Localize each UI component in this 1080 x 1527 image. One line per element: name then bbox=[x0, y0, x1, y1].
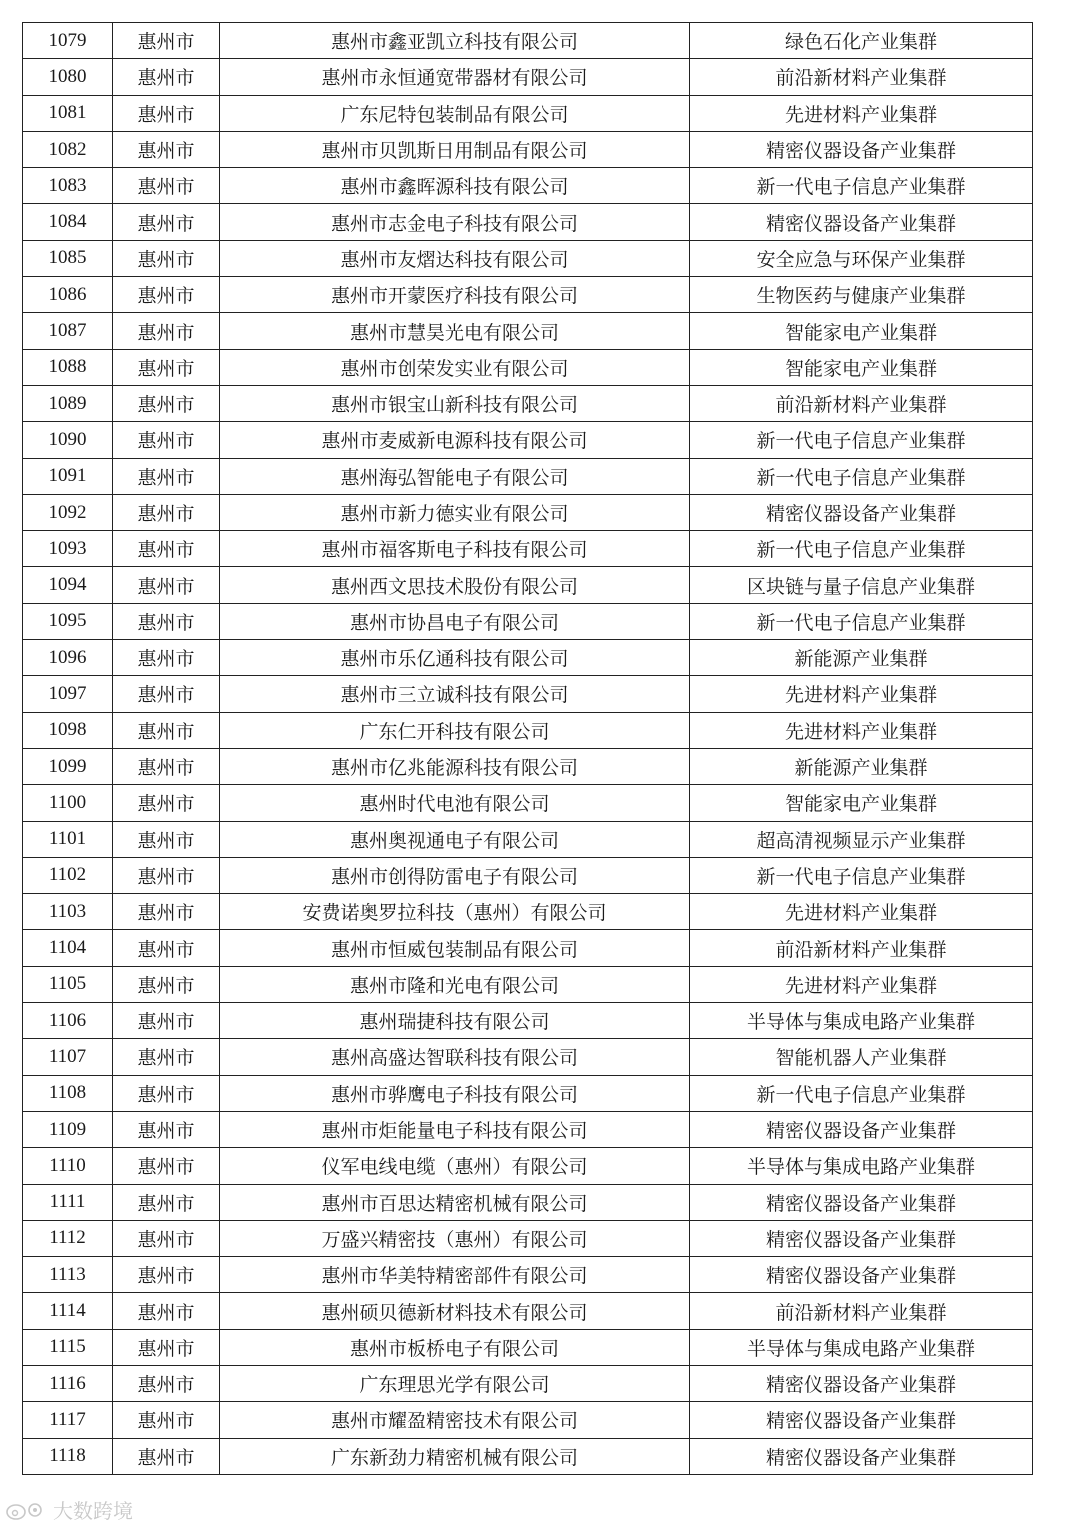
row-number: 1118 bbox=[23, 1438, 113, 1474]
table-row bbox=[23, 930, 1033, 966]
row-number: 1107 bbox=[23, 1039, 113, 1075]
row-city: 惠州市 bbox=[113, 1438, 220, 1474]
table-row bbox=[23, 168, 1033, 204]
row-company-name: 惠州市创得防雷电子有限公司 bbox=[220, 857, 690, 893]
row-number: 1095 bbox=[23, 603, 113, 639]
table-row bbox=[23, 894, 1033, 930]
table-row bbox=[23, 603, 1033, 639]
row-city: 惠州市 bbox=[113, 1220, 220, 1256]
row-company-name: 惠州市乐亿通科技有限公司 bbox=[220, 640, 690, 676]
table-row bbox=[23, 1293, 1033, 1329]
row-city: 惠州市 bbox=[113, 1111, 220, 1147]
row-number: 1094 bbox=[23, 567, 113, 603]
table-row bbox=[23, 531, 1033, 567]
row-company-name: 惠州市华美特精密部件有限公司 bbox=[220, 1257, 690, 1293]
table-row bbox=[23, 1402, 1033, 1438]
row-number: 1098 bbox=[23, 712, 113, 748]
row-industry-cluster: 超高清视频显示产业集群 bbox=[690, 821, 1033, 857]
row-industry-cluster: 精密仪器设备产业集群 bbox=[690, 1184, 1033, 1220]
row-number: 1106 bbox=[23, 1003, 113, 1039]
row-number: 1087 bbox=[23, 313, 113, 349]
row-city: 惠州市 bbox=[113, 1039, 220, 1075]
table-row bbox=[23, 313, 1033, 349]
row-number: 1105 bbox=[23, 966, 113, 1002]
watermark-text: 大数跨境 bbox=[53, 1499, 133, 1523]
table-row bbox=[23, 95, 1033, 131]
row-city: 惠州市 bbox=[113, 966, 220, 1002]
row-company-name: 惠州市永恒通宽带器材有限公司 bbox=[220, 59, 690, 95]
row-industry-cluster: 精密仪器设备产业集群 bbox=[690, 1220, 1033, 1256]
row-industry-cluster: 精密仪器设备产业集群 bbox=[690, 1402, 1033, 1438]
table-row bbox=[23, 857, 1033, 893]
table-row bbox=[23, 240, 1033, 276]
row-company-name: 惠州时代电池有限公司 bbox=[220, 785, 690, 821]
row-number: 1091 bbox=[23, 458, 113, 494]
row-company-name: 安费诺奥罗拉科技（惠州）有限公司 bbox=[220, 894, 690, 930]
row-company-name: 惠州市创荣发实业有限公司 bbox=[220, 349, 690, 385]
table-row bbox=[23, 277, 1033, 313]
row-company-name: 广东新劲力精密机械有限公司 bbox=[220, 1438, 690, 1474]
row-industry-cluster: 智能家电产业集群 bbox=[690, 313, 1033, 349]
row-industry-cluster: 新能源产业集群 bbox=[690, 640, 1033, 676]
table-row bbox=[23, 676, 1033, 712]
table-row bbox=[23, 1438, 1033, 1474]
row-industry-cluster: 智能家电产业集群 bbox=[690, 349, 1033, 385]
row-company-name: 惠州西文思技术股份有限公司 bbox=[220, 567, 690, 603]
row-city: 惠州市 bbox=[113, 458, 220, 494]
row-number: 1093 bbox=[23, 531, 113, 567]
row-company-name: 惠州市贝凯斯日用制品有限公司 bbox=[220, 131, 690, 167]
row-city: 惠州市 bbox=[113, 676, 220, 712]
row-city: 惠州市 bbox=[113, 1293, 220, 1329]
table-row bbox=[23, 131, 1033, 167]
row-city: 惠州市 bbox=[113, 748, 220, 784]
row-number: 1117 bbox=[23, 1402, 113, 1438]
table-row bbox=[23, 385, 1033, 421]
table-row bbox=[23, 785, 1033, 821]
row-industry-cluster: 精密仪器设备产业集群 bbox=[690, 1438, 1033, 1474]
row-city: 惠州市 bbox=[113, 349, 220, 385]
row-number: 1089 bbox=[23, 385, 113, 421]
row-number: 1114 bbox=[23, 1293, 113, 1329]
row-city: 惠州市 bbox=[113, 204, 220, 240]
row-industry-cluster: 精密仪器设备产业集群 bbox=[690, 1111, 1033, 1147]
company-table bbox=[22, 22, 1033, 1475]
row-industry-cluster: 精密仪器设备产业集群 bbox=[690, 131, 1033, 167]
table-row bbox=[23, 1184, 1033, 1220]
row-company-name: 仪军电线电缆（惠州）有限公司 bbox=[220, 1148, 690, 1184]
row-industry-cluster: 先进材料产业集群 bbox=[690, 894, 1033, 930]
row-industry-cluster: 生物医药与健康产业集群 bbox=[690, 277, 1033, 313]
row-city: 惠州市 bbox=[113, 531, 220, 567]
row-industry-cluster: 智能机器人产业集群 bbox=[690, 1039, 1033, 1075]
row-number: 1100 bbox=[23, 785, 113, 821]
row-number: 1115 bbox=[23, 1329, 113, 1365]
row-company-name: 惠州市鑫亚凯立科技有限公司 bbox=[220, 23, 690, 59]
row-industry-cluster: 前沿新材料产业集群 bbox=[690, 930, 1033, 966]
table-row bbox=[23, 1111, 1033, 1147]
row-company-name: 惠州市恒威包装制品有限公司 bbox=[220, 930, 690, 966]
row-city: 惠州市 bbox=[113, 422, 220, 458]
row-number: 1101 bbox=[23, 821, 113, 857]
row-company-name: 惠州奥视通电子有限公司 bbox=[220, 821, 690, 857]
row-company-name: 惠州市福客斯电子科技有限公司 bbox=[220, 531, 690, 567]
table-row bbox=[23, 640, 1033, 676]
row-number: 1082 bbox=[23, 131, 113, 167]
row-industry-cluster: 绿色石化产业集群 bbox=[690, 23, 1033, 59]
row-city: 惠州市 bbox=[113, 821, 220, 857]
row-number: 1116 bbox=[23, 1365, 113, 1401]
row-number: 1081 bbox=[23, 95, 113, 131]
row-company-name: 惠州市骅鹰电子科技有限公司 bbox=[220, 1075, 690, 1111]
weibo-logo-icon bbox=[5, 1499, 49, 1521]
watermark bbox=[5, 1495, 133, 1524]
row-industry-cluster: 精密仪器设备产业集群 bbox=[690, 1257, 1033, 1293]
company-list-sheet bbox=[22, 22, 1032, 1475]
row-industry-cluster: 智能家电产业集群 bbox=[690, 785, 1033, 821]
row-company-name: 广东仁开科技有限公司 bbox=[220, 712, 690, 748]
row-company-name: 惠州市银宝山新科技有限公司 bbox=[220, 385, 690, 421]
row-number: 1112 bbox=[23, 1220, 113, 1256]
table-row bbox=[23, 349, 1033, 385]
row-city: 惠州市 bbox=[113, 567, 220, 603]
row-number: 1084 bbox=[23, 204, 113, 240]
table-row bbox=[23, 1003, 1033, 1039]
row-company-name: 惠州硕贝德新材料技术有限公司 bbox=[220, 1293, 690, 1329]
row-number: 1102 bbox=[23, 857, 113, 893]
row-number: 1104 bbox=[23, 930, 113, 966]
row-company-name: 广东理思光学有限公司 bbox=[220, 1365, 690, 1401]
row-company-name: 惠州市友熠达科技有限公司 bbox=[220, 240, 690, 276]
row-city: 惠州市 bbox=[113, 1402, 220, 1438]
row-number: 1099 bbox=[23, 748, 113, 784]
row-number: 1085 bbox=[23, 240, 113, 276]
row-city: 惠州市 bbox=[113, 1329, 220, 1365]
row-company-name: 惠州市鑫晖源科技有限公司 bbox=[220, 168, 690, 204]
row-company-name: 惠州市炬能量电子科技有限公司 bbox=[220, 1111, 690, 1147]
row-city: 惠州市 bbox=[113, 1003, 220, 1039]
row-company-name: 惠州市开蒙医疗科技有限公司 bbox=[220, 277, 690, 313]
row-number: 1108 bbox=[23, 1075, 113, 1111]
row-industry-cluster: 先进材料产业集群 bbox=[690, 676, 1033, 712]
row-company-name: 惠州市耀盈精密技术有限公司 bbox=[220, 1402, 690, 1438]
row-number: 1097 bbox=[23, 676, 113, 712]
row-industry-cluster: 区块链与量子信息产业集群 bbox=[690, 567, 1033, 603]
row-city: 惠州市 bbox=[113, 1365, 220, 1401]
row-industry-cluster: 精密仪器设备产业集群 bbox=[690, 494, 1033, 530]
row-company-name: 惠州海弘智能电子有限公司 bbox=[220, 458, 690, 494]
row-company-name: 惠州市板桥电子有限公司 bbox=[220, 1329, 690, 1365]
row-city: 惠州市 bbox=[113, 640, 220, 676]
row-city: 惠州市 bbox=[113, 95, 220, 131]
table-row bbox=[23, 59, 1033, 95]
row-number: 1086 bbox=[23, 277, 113, 313]
row-industry-cluster: 精密仪器设备产业集群 bbox=[690, 204, 1033, 240]
row-company-name: 惠州高盛达智联科技有限公司 bbox=[220, 1039, 690, 1075]
row-city: 惠州市 bbox=[113, 785, 220, 821]
table-row bbox=[23, 23, 1033, 59]
row-industry-cluster: 安全应急与环保产业集群 bbox=[690, 240, 1033, 276]
row-industry-cluster: 先进材料产业集群 bbox=[690, 95, 1033, 131]
row-number: 1090 bbox=[23, 422, 113, 458]
row-company-name: 惠州市慧昊光电有限公司 bbox=[220, 313, 690, 349]
row-industry-cluster: 新一代电子信息产业集群 bbox=[690, 458, 1033, 494]
row-number: 1083 bbox=[23, 168, 113, 204]
row-city: 惠州市 bbox=[113, 385, 220, 421]
table-row bbox=[23, 1148, 1033, 1184]
row-city: 惠州市 bbox=[113, 168, 220, 204]
row-city: 惠州市 bbox=[113, 240, 220, 276]
row-industry-cluster: 半导体与集成电路产业集群 bbox=[690, 1148, 1033, 1184]
row-city: 惠州市 bbox=[113, 131, 220, 167]
row-number: 1080 bbox=[23, 59, 113, 95]
row-number: 1092 bbox=[23, 494, 113, 530]
row-city: 惠州市 bbox=[113, 894, 220, 930]
row-industry-cluster: 新一代电子信息产业集群 bbox=[690, 1075, 1033, 1111]
row-city: 惠州市 bbox=[113, 1184, 220, 1220]
table-row bbox=[23, 204, 1033, 240]
row-industry-cluster: 新一代电子信息产业集群 bbox=[690, 857, 1033, 893]
table-row bbox=[23, 748, 1033, 784]
row-industry-cluster: 半导体与集成电路产业集群 bbox=[690, 1329, 1033, 1365]
table-row bbox=[23, 821, 1033, 857]
row-city: 惠州市 bbox=[113, 1257, 220, 1293]
row-number: 1111 bbox=[23, 1184, 113, 1220]
row-number: 1096 bbox=[23, 640, 113, 676]
row-city: 惠州市 bbox=[113, 930, 220, 966]
company-table-body bbox=[23, 23, 1033, 1475]
table-row bbox=[23, 1075, 1033, 1111]
row-industry-cluster: 半导体与集成电路产业集群 bbox=[690, 1003, 1033, 1039]
table-row bbox=[23, 494, 1033, 530]
row-number: 1079 bbox=[23, 23, 113, 59]
row-company-name: 惠州市志金电子科技有限公司 bbox=[220, 204, 690, 240]
row-city: 惠州市 bbox=[113, 277, 220, 313]
row-number: 1113 bbox=[23, 1257, 113, 1293]
table-row bbox=[23, 1365, 1033, 1401]
table-row bbox=[23, 966, 1033, 1002]
row-industry-cluster: 新一代电子信息产业集群 bbox=[690, 603, 1033, 639]
row-industry-cluster: 先进材料产业集群 bbox=[690, 966, 1033, 1002]
row-company-name: 惠州瑞捷科技有限公司 bbox=[220, 1003, 690, 1039]
row-city: 惠州市 bbox=[113, 494, 220, 530]
table-row bbox=[23, 1257, 1033, 1293]
row-industry-cluster: 新一代电子信息产业集群 bbox=[690, 422, 1033, 458]
row-city: 惠州市 bbox=[113, 857, 220, 893]
row-industry-cluster: 先进材料产业集群 bbox=[690, 712, 1033, 748]
row-industry-cluster: 精密仪器设备产业集群 bbox=[690, 1365, 1033, 1401]
row-number: 1088 bbox=[23, 349, 113, 385]
table-row bbox=[23, 458, 1033, 494]
table-row bbox=[23, 1039, 1033, 1075]
row-industry-cluster: 前沿新材料产业集群 bbox=[690, 385, 1033, 421]
table-row bbox=[23, 1329, 1033, 1365]
row-company-name: 广东尼特包装制品有限公司 bbox=[220, 95, 690, 131]
row-company-name: 惠州市新力德实业有限公司 bbox=[220, 494, 690, 530]
row-number: 1110 bbox=[23, 1148, 113, 1184]
row-city: 惠州市 bbox=[113, 1075, 220, 1111]
row-city: 惠州市 bbox=[113, 313, 220, 349]
table-row bbox=[23, 712, 1033, 748]
row-number: 1109 bbox=[23, 1111, 113, 1147]
row-city: 惠州市 bbox=[113, 603, 220, 639]
row-company-name: 惠州市协昌电子有限公司 bbox=[220, 603, 690, 639]
row-city: 惠州市 bbox=[113, 1148, 220, 1184]
table-row bbox=[23, 422, 1033, 458]
row-company-name: 惠州市麦威新电源科技有限公司 bbox=[220, 422, 690, 458]
row-city: 惠州市 bbox=[113, 59, 220, 95]
table-row bbox=[23, 1220, 1033, 1256]
row-industry-cluster: 前沿新材料产业集群 bbox=[690, 59, 1033, 95]
row-city: 惠州市 bbox=[113, 23, 220, 59]
row-industry-cluster: 新能源产业集群 bbox=[690, 748, 1033, 784]
row-industry-cluster: 前沿新材料产业集群 bbox=[690, 1293, 1033, 1329]
table-row bbox=[23, 567, 1033, 603]
row-number: 1103 bbox=[23, 894, 113, 930]
row-company-name: 万盛兴精密技（惠州）有限公司 bbox=[220, 1220, 690, 1256]
row-company-name: 惠州市百思达精密机械有限公司 bbox=[220, 1184, 690, 1220]
row-industry-cluster: 新一代电子信息产业集群 bbox=[690, 168, 1033, 204]
row-city: 惠州市 bbox=[113, 712, 220, 748]
row-company-name: 惠州市隆和光电有限公司 bbox=[220, 966, 690, 1002]
row-company-name: 惠州市三立诚科技有限公司 bbox=[220, 676, 690, 712]
row-industry-cluster: 新一代电子信息产业集群 bbox=[690, 531, 1033, 567]
row-company-name: 惠州市亿兆能源科技有限公司 bbox=[220, 748, 690, 784]
